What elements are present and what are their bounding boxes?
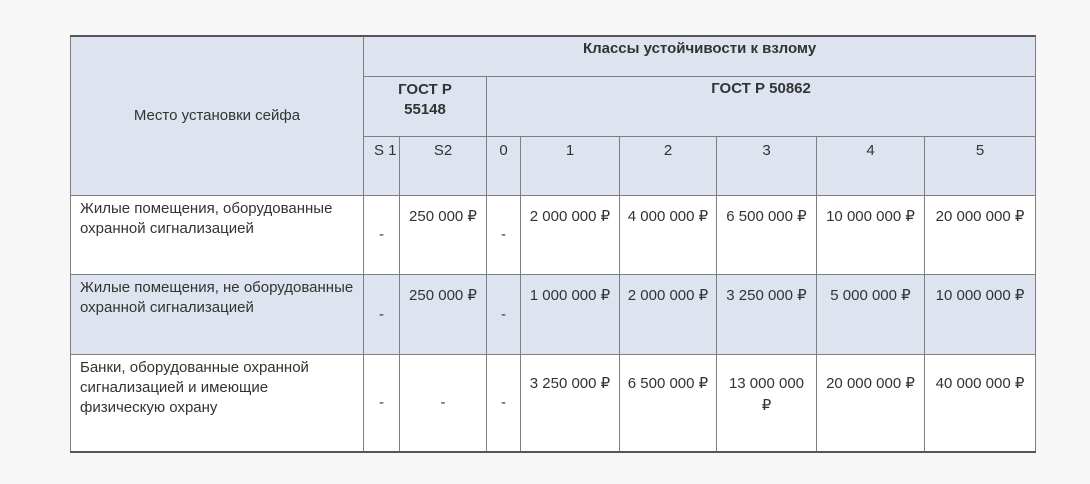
table-cell: 250 000 ₽ <box>400 195 487 274</box>
table-cell: 10 000 000 ₽ <box>817 195 925 274</box>
table-cell: 250 000 ₽ <box>400 274 487 354</box>
table-cell: - <box>364 274 400 354</box>
table-cell: - <box>364 354 400 452</box>
place-column-header: Место установки сейфа <box>71 36 364 195</box>
table-cell: 4 000 000 ₽ <box>620 195 717 274</box>
table-row <box>71 354 1036 452</box>
table-cell: - <box>487 195 521 274</box>
class-header-s2: S2 <box>400 136 487 195</box>
table-cell: - <box>487 354 521 452</box>
table-cell: 3 250 000 ₽ <box>717 274 817 354</box>
table-cell: 40 000 000 ₽ <box>925 354 1036 452</box>
table-row <box>71 195 1036 274</box>
burglary-classes-header: Классы устойчивости к взлому <box>364 36 1036 76</box>
row-place: Жилые помещения, оборудованные охранной сигнализацией <box>71 195 364 274</box>
table-cell: 2 000 000 ₽ <box>521 195 620 274</box>
table-cell: 6 500 000 ₽ <box>620 354 717 452</box>
class-header-1: 1 <box>521 136 620 195</box>
gost-55148-header: ГОСТ Р 55148 <box>364 76 487 136</box>
table-cell: - <box>487 274 521 354</box>
table-cell: 13 000 000 ₽ <box>717 354 817 452</box>
table-cell: 3 250 000 ₽ <box>521 354 620 452</box>
table-cell: 1 000 000 ₽ <box>521 274 620 354</box>
table-cell: - <box>364 195 400 274</box>
class-header-3: 3 <box>717 136 817 195</box>
table-cell: 2 000 000 ₽ <box>620 274 717 354</box>
table-row <box>71 274 1036 354</box>
table-cell: - <box>400 354 487 452</box>
table-cell: 20 000 000 ₽ <box>925 195 1036 274</box>
row-place: Жилые помещения, не оборудованные охранной сигнализацией <box>71 274 364 354</box>
table-cell: 20 000 000 ₽ <box>817 354 925 452</box>
class-header-0: 0 <box>487 136 521 195</box>
class-header-2: 2 <box>620 136 717 195</box>
table-cell: 6 500 000 ₽ <box>717 195 817 274</box>
row-place: Банки, оборудованные охранной сигнализацией и имеющие физическую охрану <box>71 354 364 452</box>
table-cell: 10 000 000 ₽ <box>925 274 1036 354</box>
class-header-4: 4 <box>817 136 925 195</box>
class-header-s1: S 1 <box>364 136 400 195</box>
gost-50862-header: ГОСТ Р 50862 <box>487 76 1036 136</box>
safe-class-table <box>70 35 1036 453</box>
table-cell: 5 000 000 ₽ <box>817 274 925 354</box>
class-header-5: 5 <box>925 136 1036 195</box>
